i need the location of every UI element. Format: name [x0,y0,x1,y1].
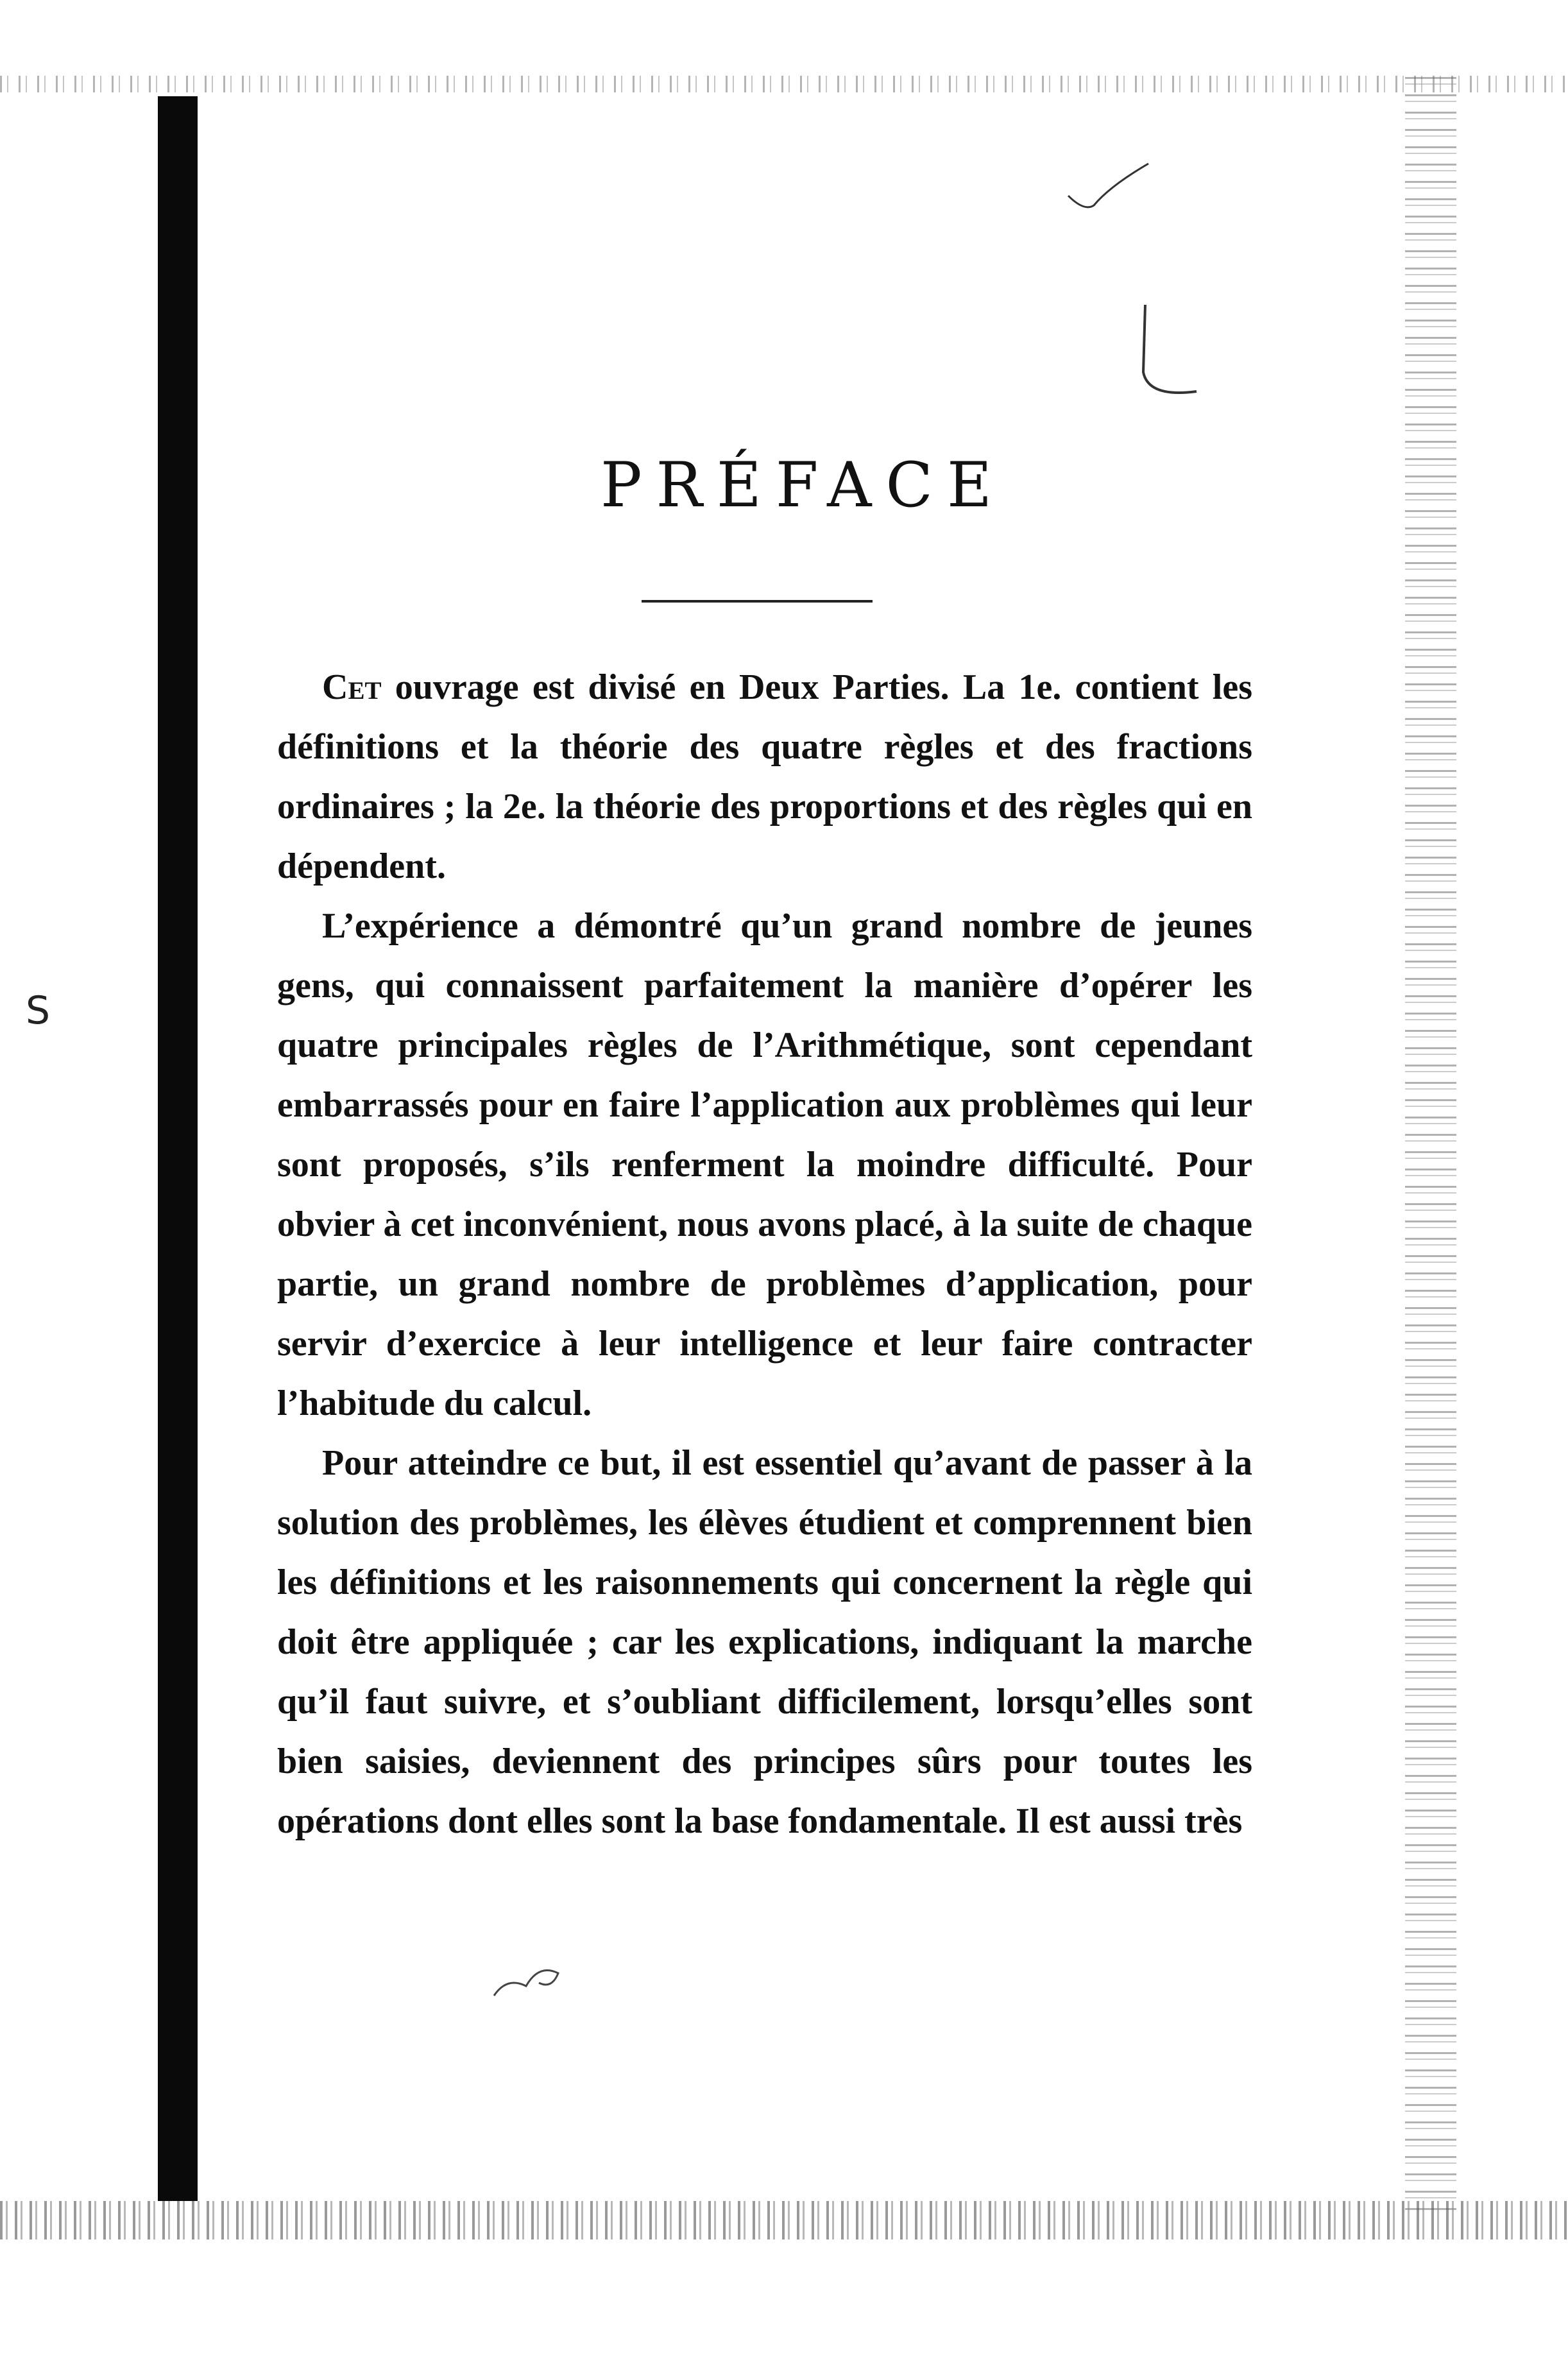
paragraph-1-lead: Cet [322,667,382,707]
scan-edge-bottom [0,2201,1568,2239]
title-divider [642,600,873,603]
binding-shadow [158,96,198,2201]
paragraph-1 [277,658,1252,896]
preface-body [277,658,1252,1851]
scan-edge-top [0,76,1568,92]
paragraph-1-text: ouvrage est divisé en Deux Parties. La 1e. contient les définitions et la théorie des quatre règles et des fractions ordinaires ; la 2e. la théorie des proportions et des règles qui en dépendent. [277,667,1252,886]
margin-glyph: S [26,988,51,1033]
pencil-mark-icon [1065,160,1155,218]
paragraph-2 [277,896,1252,1434]
paragraph-2-text: L’expérience a démontré qu’un grand nombre de jeunes gens, qui connaissent parfaitement la manière d’opérer les quatre principales règles de l’Arithmétique, sont cependant embarrassés pour en faire l’application aux problèmes qui leur sont proposés, s’ils renferment la moindre difficulté. Pour obvier à cet inconvénient, nous avons placé, à la suite de chaque partie, un grand nombre de problèmes d’application, pour servir d’exercice à leur intelligence et leur faire contracter l’habitude du calcul. [277,906,1252,1423]
paragraph-3-text: Pour atteindre ce but, il est essentiel qu’avant de passer à la solution des problèmes, les élèves étudient et comprennent bien les définitions et les raisonnements qui concernent la règle qui doit être appliquée ; car les explications, indiquant la marche qu’il faut suivre, et s’oubliant difficilement, lorsqu’elles sont bien saisies, deviennent des principes sûrs pour toutes les opérations dont elles sont la base fondamentale. Il est aussi très [277,1443,1252,1841]
paragraph-3 [277,1434,1252,1851]
page-title: PRÉFACE [600,449,1007,521]
pencil-squiggle-icon [488,1957,571,2015]
pencil-hook-icon [1136,302,1206,411]
scan-edge-right [1405,77,1456,2214]
